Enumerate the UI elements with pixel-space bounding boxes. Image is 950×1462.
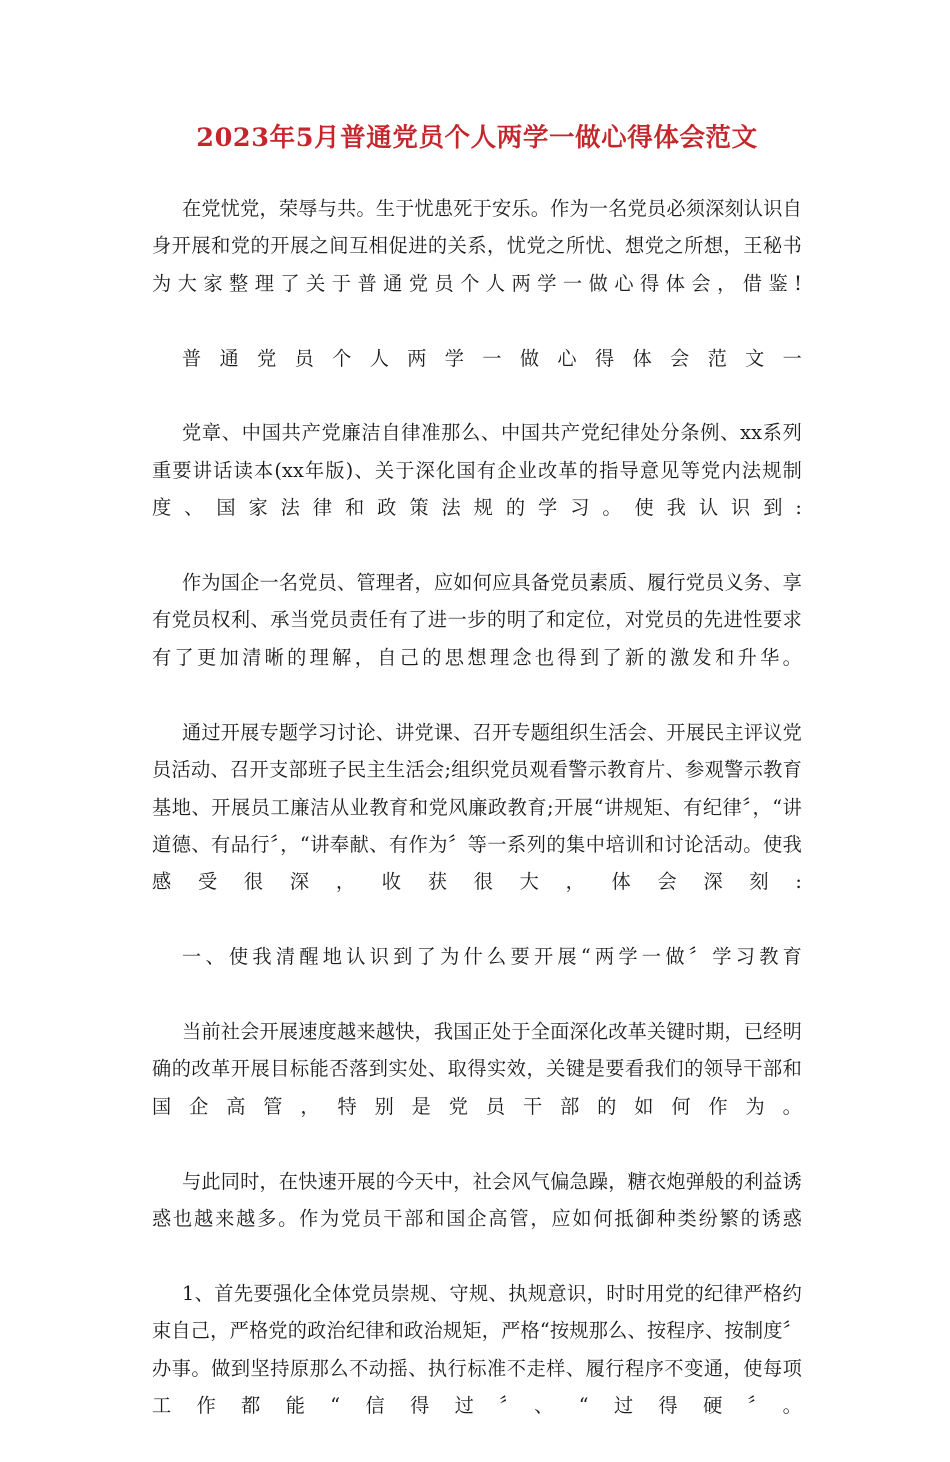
paragraph: 与此同时，在快速开展的今天中，社会风气偏急躁，糖衣炮弹般的利益诱惑也越来越多。作为党员干部和国企高管，应如何抵御种类纷繁的诱惑: [152, 1169, 802, 1230]
paragraph: 党章、中国共产党廉洁自律准那么、中国共产党纪律处分条例、xx系列重要讲话读本(xx年版)、关于深化国有企业改革的指导意见等党内法规制度、国家法律和政策法规的学习。使我认识到:: [152, 421, 802, 520]
paragraph: 作为国企一名党员、管理者，应如何应具备党员素质、履行党员义务、享有党员权利、承当党员责任有了进一步的明了和定位，对党员的先进性要求有了更加清晰的理解，自己的思想理念也得到了新的激发和升华。: [152, 571, 802, 669]
paragraph-heading: 一、使我清醒地认识到了为什么要开展“两学一做〞学习教育: [182, 945, 802, 969]
document-title: 2023年5月普通党员个人两学一做心得体会范文: [196, 123, 758, 153]
document-body: [152, 118, 802, 1462]
paragraph: 1、首先要强化全体党员崇规、守规、执规意识，时时用党的纪律严格约束自己，严格党的政治纪律和政治规矩，严格“按规那么、按程序、按制度〞办事。做到坚持原那么不动摇、执行标准不走样、履行程序不变通，使每项工作都能“信得过〞、“过得硬〞。: [152, 1281, 802, 1417]
paragraph: 在党忧党，荣辱与共。生于忧患死于安乐。作为一名党员必须深刻认识自身开展和党的开展之间互相促进的关系，忧党之所忧、想党之所想，王秘书为大家整理了关于普通党员个人两学一做心得体会，借鉴!: [152, 197, 802, 295]
paragraph: 普通党员个人两学一做心得体会范文一: [182, 346, 802, 370]
paragraph: 通过开展专题学习讨论、讲党课、召开专题组织生活会、开展民主评议党员活动、召开支部班子民主生活会;组织党员观看警示教育片、参观警示教育基地、开展员工廉洁从业教育和党风廉政教育;开展“讲规矩、有纪律〞，“讲道德、有品行〞，“讲奉献、有作为〞等一系列的集中培训和讨论活动。使我感受很深，收获很大，体会深刻:: [152, 720, 802, 894]
paragraph: 当前社会开展速度越来越快，我国正处于全面深化改革关键时期，已经明确的改革开展目标能否落到实处、取得实效，关键是要看我们的领导干部和国企高管，特别是党员干部的如何作为。: [152, 1019, 802, 1118]
